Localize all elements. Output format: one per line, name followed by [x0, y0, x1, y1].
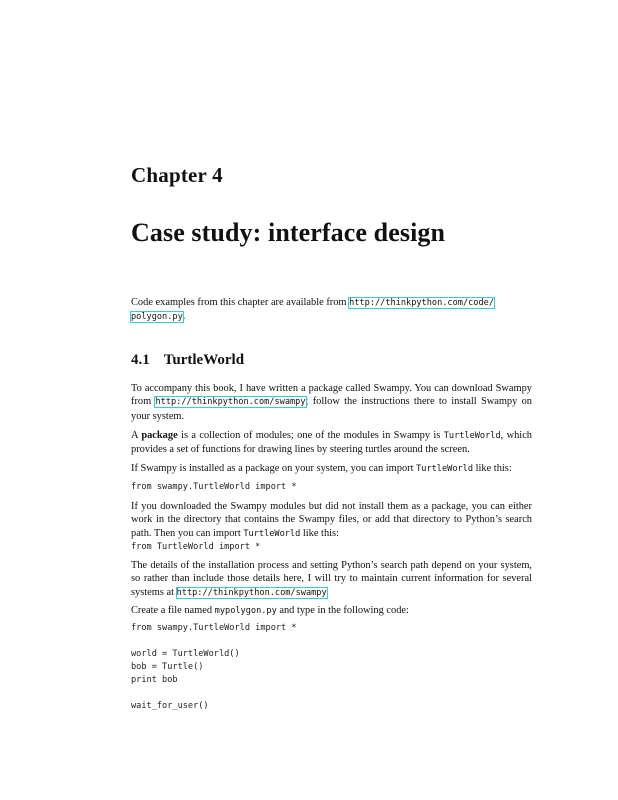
paragraph-import — [131, 462, 532, 476]
code-block-1: from swampy.TurtleWorld import * — [131, 482, 297, 492]
paragraph-text: like this: — [473, 463, 512, 474]
section-title: TurtleWorld — [163, 352, 245, 368]
code-url-link-line2: polygon.py — [131, 312, 183, 323]
code-block-2: from TurtleWorld import * — [131, 542, 261, 552]
section-number: 4.1 — [131, 352, 150, 368]
intro-text: Code examples from this chapter are available from — [131, 297, 350, 308]
inline-code: TurtleWorld — [416, 464, 474, 474]
paragraph-details — [131, 559, 532, 600]
chapter-label: Chapter 4 — [131, 163, 223, 187]
paragraph-text: and type in the following code: — [276, 605, 409, 616]
paragraph-swampy — [131, 382, 532, 423]
code-url-link-line1: http://thinkpython.com/code/ — [349, 298, 494, 308]
intro-end: . — [182, 311, 186, 323]
swampy-url-link[interactable]: http://thinkpython.com/swampy — [155, 397, 306, 408]
paragraph-text: To accompany this book, I have written a package called Swampy. You can download Swampy from — [131, 383, 532, 408]
paragraph-text: is a collection of modules; one of the modules in Swampy is — [177, 430, 444, 441]
paragraph-create-file — [131, 604, 532, 618]
paragraph-text: like this: — [300, 527, 339, 539]
paragraph-package — [131, 429, 532, 457]
code-block-3: from swampy.TurtleWorld import * world = TurtleWorld() bob = Turtle() print bob wait_for_user() — [131, 623, 297, 711]
paragraph-text: , which provides a set of functions for drawing lines by steering turtles around the screen. — [131, 430, 533, 456]
swampy-url-link-2[interactable]: http://thinkpython.com/swampy — [176, 587, 327, 598]
paragraph-text: If Swampy is installed as a package on your system, you can import — [131, 463, 417, 474]
section-heading — [131, 352, 244, 369]
chapter-title: Case study: interface design — [131, 218, 446, 247]
inline-code: TurtleWorld — [443, 431, 501, 441]
paragraph-text: If you downloaded the Swampy modules but did not install them as a package, you can either work in the directory that contains the Swampy files, or add that directory to Python’s search path. Then you can import — [131, 501, 532, 539]
intro-paragraph — [131, 296, 532, 325]
paragraph-text: The details of the installation process and setting Python’s search path depend on your system, so rather than include those details here, I will try to maintain current information for several systems at — [131, 560, 532, 598]
term-package: package — [141, 430, 178, 441]
inline-code: mypolygon.py — [214, 606, 277, 616]
inline-code: TurtleWorld — [243, 528, 301, 539]
paragraph-text: Create a file named — [131, 605, 215, 616]
paragraph-text: A — [131, 430, 142, 441]
paragraph-text: ; follow the instructions there to install Swampy on your system. — [131, 396, 533, 422]
paragraph-downloaded — [131, 500, 532, 541]
